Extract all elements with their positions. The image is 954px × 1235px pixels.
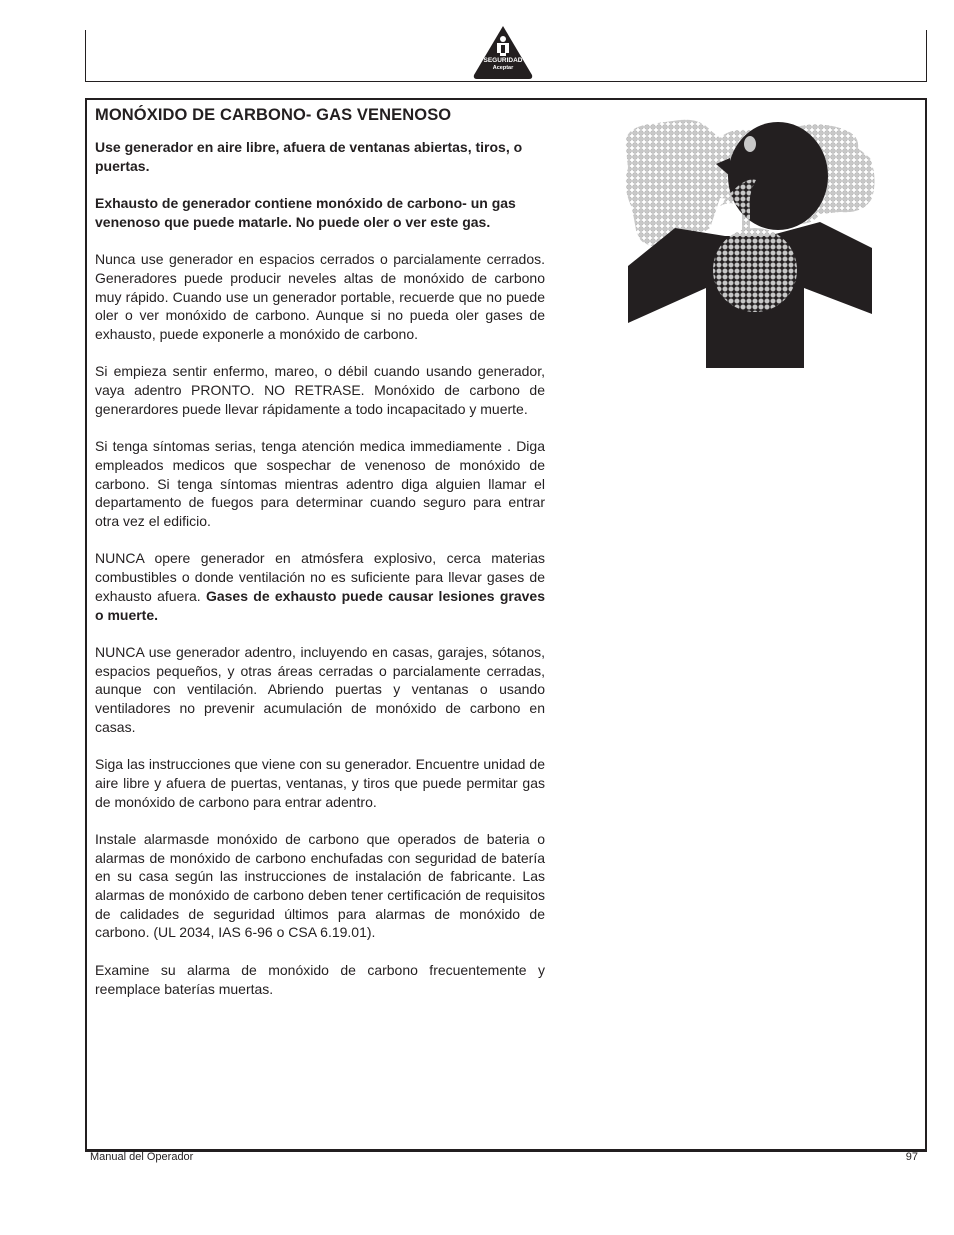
paragraph-3: Nunca use generador en espacios cerrados o parcialamente cerrados. Generadores puede producir neveles altas de monóxido de carbono muy rápido. Cuando use un generador portable, recuerde que no puede oler o ver monóxido de carbono. Aunque si no pueda oler gases de exhausto, puede exponerle a monóxido de carbono. [95, 251, 545, 342]
footer-manual-title: Manual del Operador [90, 1151, 194, 1163]
paragraph-6 [95, 549, 545, 624]
paragraph-8: Siga las instrucciones que viene con su generador. Encuentre unidad de aire libre y afuera de puertas, ventanas, y tiros que puede permitar gas de monóxido de carbono para entrar adentro. [95, 756, 545, 810]
safety-badge [472, 24, 534, 80]
paragraph-7: NUNCA use generador adentro, incluyendo en casas, garajes, sótanos, espacios pequeños, y otras áreas cerradas o parcialamente cerradas, aunque con ventilación. Abriendo puertas y ventanas o usando ventiladores no prevenir acumulación de monóxido de carbono en casas. [95, 643, 545, 735]
footer-rule [85, 1149, 927, 1150]
safety-person-triangle-icon [472, 24, 534, 80]
warning-text-column [95, 138, 545, 1017]
paragraph-6-text: NUNCA opere generador en atmósfera explosivo, cerca materias combustibles o donde ventilación no es suficiente para llevar gases de exhausto afuera. [95, 550, 545, 604]
paragraph-9: Instale alarmasde monóxido de carbono que operados de bateria o alarmas de monóxido de carbono enchufadas con seguridad de batería en su casa según las instrucciones de instalación de fabricante. Las alarmas de monóxido de carbono deben tener certificación de requisitos de calidades de seguridad últimos para alarmas de monóxido de carbono. (UL 2034, IAS 6-96 o CSA 6.19.01). [95, 830, 545, 941]
badge-label-safety: SEGURIDAD [483, 57, 523, 64]
paragraph-6-emphasis: Gases de exhausto puede causar lesiones graves o muerte. [95, 587, 546, 623]
paragraph-4: Si empieza sentir enfermo, mareo, o débil cuando usando generador, vaya adentro PRONTO. NO RETRASE. Monóxido de carbono de generardores puede llevar rápidamente a todo incapacitado y muerte. [95, 363, 545, 417]
header-rule-bottom [85, 81, 927, 82]
paragraph-2: Exhausto de generador contiene monóxido de carbono- un gas venenoso que puede matarle. No puede oler o ver este gas. [95, 195, 516, 230]
section-title: MONÓXIDO DE CARBONO- GAS VENENOSO [95, 106, 452, 124]
paragraph-5: Si tenga síntomas serias, tenga atención medica immediamente . Diga empleados medicos que sospechar de venenoso de monóxido de carbono. Si tenga síntomas mientras adentro diga alguien llamar el departamento de fuegos para determinar cuando seguro para entrar otra vez el edificio. [95, 438, 545, 529]
header-rule-right [926, 30, 927, 82]
carbon-monoxide-poisoning-icon [620, 118, 880, 370]
paragraph-10: Examine su alarma de monóxido de carbono frecuentemente y reemplace baterías muertas. [95, 961, 545, 997]
header-rule-left [85, 30, 86, 82]
carbon-monoxide-illustration [620, 118, 880, 370]
paragraph-1: Use generador en aire libre, afuera de ventanas abiertas, tiros, o puertas. [95, 139, 523, 174]
badge-label-accept: Aceptar [492, 65, 514, 71]
page-number: 97 [905, 1151, 918, 1163]
